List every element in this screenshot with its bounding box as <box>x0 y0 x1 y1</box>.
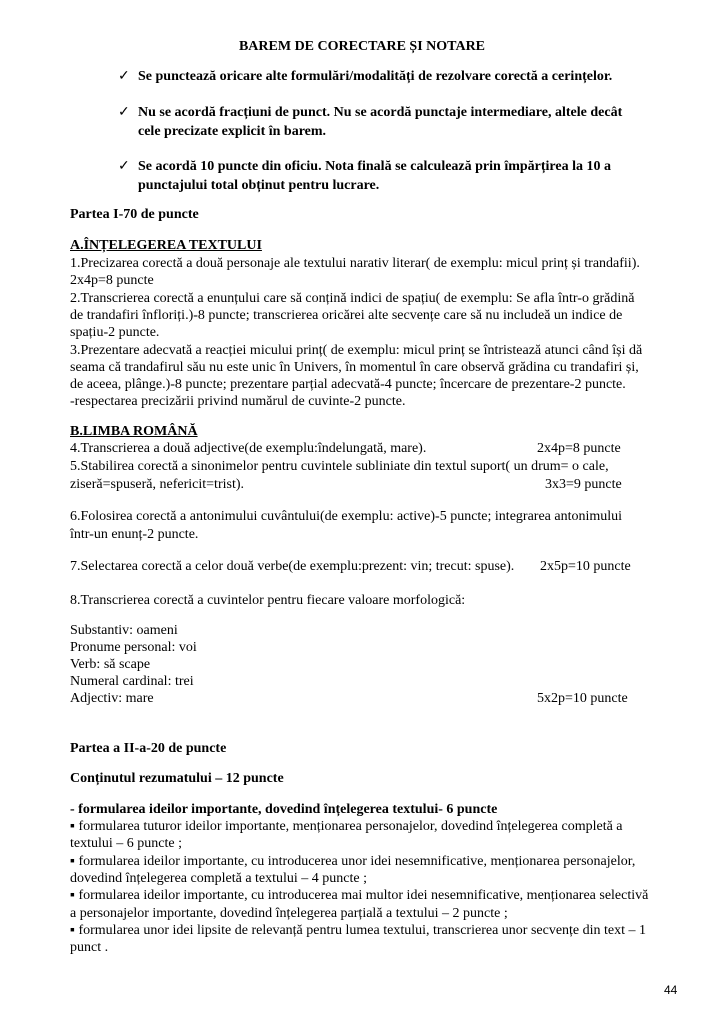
item-8-text: 8.Transcrierea corectă a cuvintelor pentru fiecare valoare morfologică: <box>70 593 466 608</box>
criteria-line: ▪ formularea tuturor ideilor importante, menționarea personajelor, dovedind înțelegerea completă a <box>70 819 623 834</box>
check-icon: ✓ <box>118 69 130 84</box>
item-7-score: 2x5p=10 puncte <box>540 559 631 574</box>
rule-3-line-2: punctajului total obținut pentru lucrare. <box>138 178 380 193</box>
rule-2-line-1: Nu se acordă fracțiuni de punct. Nu se acordă punctaje intermediare, altele decât <box>138 105 623 120</box>
section-a-line: de trandafiri înfloriți.)-8 puncte; transcrierea oricărei alte secvențe care să nu includeă un indice de <box>70 308 623 323</box>
rule-1-line-1: Se punctează oricare alte formulări/modalități de rezolvare corectă a cerințelor. <box>138 69 613 84</box>
item-4-score: 2x4p=8 puncte <box>537 441 621 456</box>
criteria-line: dovedind înțelegerea completă a textului – 4 puncte ; <box>70 871 368 886</box>
item-8-score: 5x2p=10 puncte <box>537 691 628 706</box>
page-number: 44 <box>664 983 678 997</box>
criteria-line: ▪ formularea ideilor importante, cu introducerea unor idei nesemnificative, menționarea personajelor, <box>70 854 636 869</box>
item-6-line-1: 6.Folosirea corectă a antonimului cuvântului(de exemplu: active)-5 puncte; integrarea antonimului <box>70 509 623 524</box>
item-7-text: 7.Selectarea corectă a celor două verbe(de exemplu:prezent: vin; trecut: spuse). <box>70 559 515 574</box>
section-a-line: 2x4p=8 puncte <box>70 273 154 288</box>
morph-value: Adjectiv: mare <box>70 691 154 706</box>
section-a-line: 2.Transcrierea corectă a enunțului care să conțină indici de spațiu( de exemplu: Se afla într-o grădină <box>70 291 635 306</box>
rule-3-line-1: Se acordă 10 puncte din oficiu. Nota finală se calculează prin împărțirea la 10 a <box>138 159 611 174</box>
item-4-text: 4.Transcrierea a două adjective(de exemplu:îndelungată, mare). <box>70 441 427 456</box>
page-title: BAREM DE CORECTARE ȘI NOTARE <box>238 39 486 54</box>
content-heading: Conținutul rezumatului – 12 puncte <box>70 771 284 786</box>
criteria-line: punct . <box>70 940 109 955</box>
rule-2-line-2: cele precizate explicit în barem. <box>138 124 327 139</box>
morph-value: Verb: să scape <box>70 657 151 672</box>
criteria-line: a personajelor importante, dovedind înțelegerea parțială a textului – 2 puncte ; <box>70 906 508 921</box>
rule-2 <box>118 103 623 141</box>
rule-3 <box>118 157 611 195</box>
section-a-line: 1.Precizarea corectă a două personaje ale textului narativ literar( de exemplu: micul prinț și trandafii). <box>70 256 640 271</box>
item-5-line-1: 5.Stabilirea corectă a sinonimelor pentru cuvintele subliniate din textul suport( un drum= o cale, <box>70 459 609 474</box>
criteria-line: ▪ formularea ideilor importante, cu introducerea mai multor idei nesemnificative, menționarea selectivă <box>70 888 649 903</box>
section-a-line: de aceea, plânge.)-8 puncte; prezentare parțial adecvată-4 puncte; încercare de prezentare-2 puncte. <box>70 377 626 392</box>
section-b-heading: B.LIMBA ROMÂNĂ <box>70 424 198 439</box>
morph-value: Numeral cardinal: trei <box>70 674 194 689</box>
part1-heading: Partea I-70 de puncte <box>70 207 199 222</box>
section-a-line: seama că trandafirul său nu este unic în Univers, în momentul în care observă grădina cu trandafiri și, <box>70 360 639 375</box>
rule-1 <box>118 67 613 86</box>
item-5-line-2: ziseră=spuseră, nefericit=trist). <box>70 477 244 492</box>
section-a-line: 3.Prezentare adecvată a reacției micului prinț( de exemplu: micul prinț se întristează atunci când își dă <box>70 343 643 358</box>
section-a-heading: A.ÎNȚELEGEREA TEXTULUI <box>70 238 262 253</box>
check-icon: ✓ <box>118 105 130 120</box>
item-5-score: 3x3=9 puncte <box>545 477 622 492</box>
criteria-line: ▪ formularea unor idei lipsite de relevanță pentru lumea textului, transcrierea unor secvențe din text – 1 <box>70 923 647 938</box>
check-icon: ✓ <box>118 159 130 174</box>
section-a-line: -respectarea precizării privind numărul de cuvinte-2 puncte. <box>70 394 406 409</box>
sub-heading: - formularea ideilor importante, dovedind înțelegerea textului- 6 puncte <box>70 802 498 817</box>
part2-heading: Partea a II-a-20 de puncte <box>70 741 227 756</box>
section-a-line: spațiu-2 puncte. <box>70 325 160 340</box>
morph-value: Pronume personal: voi <box>70 640 197 655</box>
morph-value: Substantiv: oameni <box>70 623 178 638</box>
criteria-line: textului – 6 puncte ; <box>70 836 182 851</box>
item-6-line-2: într-un enunț-2 puncte. <box>70 527 199 542</box>
